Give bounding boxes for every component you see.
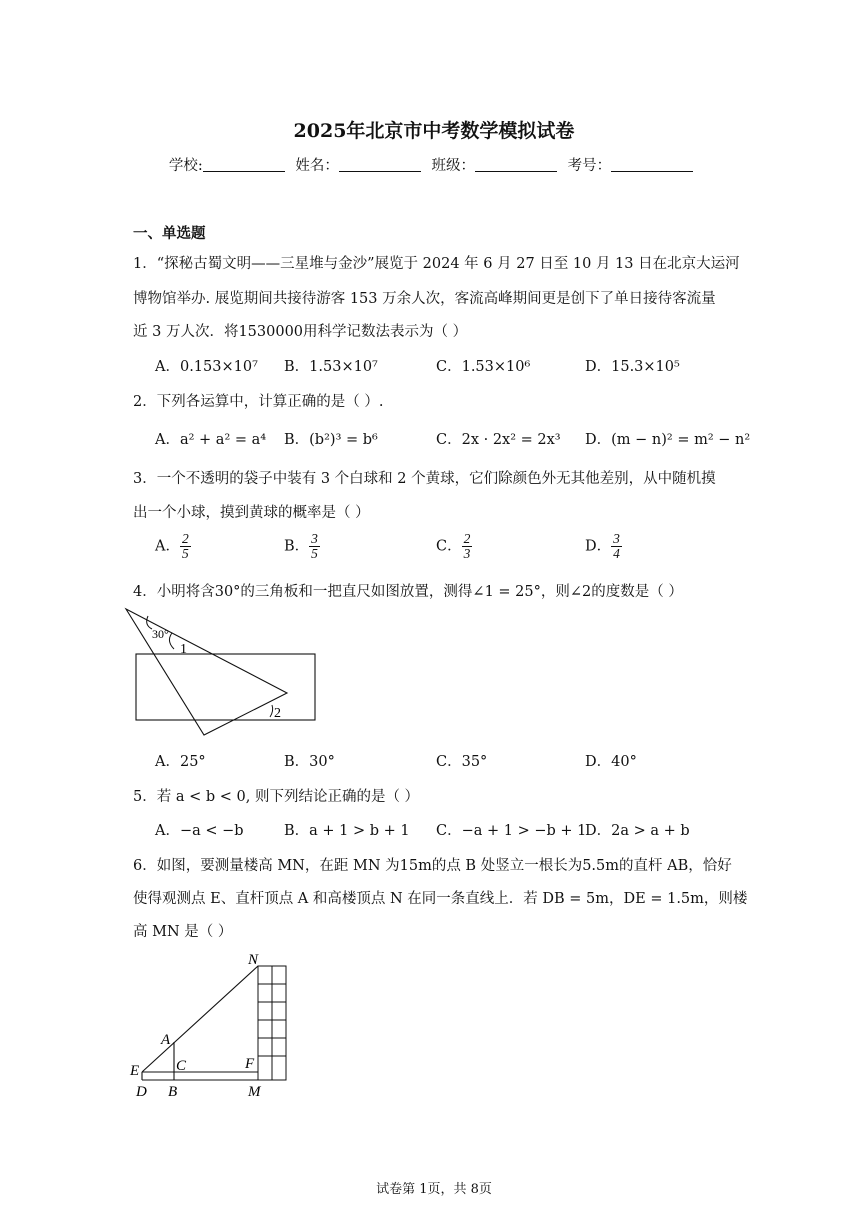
q3-option-a-label: A． bbox=[155, 538, 180, 555]
q3-option-a[interactable] bbox=[155, 532, 191, 561]
q6-line1: 6．如图，要测量楼高 MN，在距 MN 为15m的点 B 处竖立一根长为5.5m的直杆 AB，恰好 bbox=[133, 858, 732, 874]
q4-line1: 4．小明将含30°的三角板和一把直尺如图放置，测得∠1 = 25°，则∠2的度数是（ ） bbox=[133, 584, 683, 600]
label-angle2: 2 bbox=[274, 706, 281, 721]
q3-option-c[interactable] bbox=[436, 532, 472, 561]
sight-line-en bbox=[142, 966, 258, 1072]
q1-line1: 1．“探秘古蜀文明——三星堆与金沙”展览于 2024 年 6 月 27 日至 10 月 13 日在北京大运河 bbox=[133, 256, 740, 272]
section-heading: 一、单选题 bbox=[133, 225, 206, 242]
label-M: M bbox=[248, 1084, 261, 1100]
q2-option-c[interactable]: C．2x · 2x² = 2x³ bbox=[436, 432, 561, 448]
q3-line1: 3．一个不透明的袋子中装有 3 个白球和 2 个黄球，它们除颜色外无其他差别，从中随机摸 bbox=[133, 471, 716, 487]
q2-option-b[interactable]: B．(b²)³ = b⁶ bbox=[284, 432, 378, 448]
q5-option-c[interactable]: C．−a + 1 > −b + 1 bbox=[436, 823, 587, 839]
q1-line2: 博物馆举办. 展览期间共接待游客 153 万余人次，客流高峰期间更是创下了单日接待客流量 bbox=[133, 291, 716, 307]
class-blank[interactable] bbox=[475, 157, 557, 172]
q2-option-d[interactable]: D．(m − n)² = m² − n² bbox=[585, 432, 751, 448]
q6-figure bbox=[128, 948, 293, 1103]
q3-option-b-fraction: $\frac{3}{5}$ bbox=[311, 531, 318, 562]
q3-option-b-label: B． bbox=[284, 538, 310, 555]
label-angle1: 1 bbox=[180, 642, 187, 657]
q4-option-a[interactable]: A．25° bbox=[155, 754, 206, 770]
exam-no-blank[interactable] bbox=[611, 157, 693, 172]
q5-option-d[interactable]: D．2a > a + b bbox=[585, 823, 690, 839]
q3-option-c-label: C． bbox=[436, 538, 462, 555]
q3-option-d-fraction: $\frac{3}{4}$ bbox=[613, 531, 620, 562]
q1-line3: 近 3 万人次．将1530000用科学记数法表示为（ ） bbox=[133, 324, 468, 340]
class-label: 班级： bbox=[431, 158, 475, 174]
q3-option-b[interactable] bbox=[284, 532, 320, 561]
q1-option-c[interactable]: C．1.53×10⁶ bbox=[436, 359, 531, 375]
ruler-rectangle bbox=[136, 654, 315, 720]
name-blank[interactable] bbox=[339, 157, 421, 172]
q3-line2: 出一个小球，摸到黄球的概率是（ ） bbox=[133, 505, 370, 521]
label-B: B bbox=[168, 1084, 178, 1100]
name-label: 姓名： bbox=[295, 158, 339, 174]
q1-option-d[interactable]: D．15.3×10⁵ bbox=[585, 359, 680, 375]
label-D: D bbox=[136, 1084, 147, 1100]
q5-line1: 5．若 a < b < 0, 则下列结论正确的是（ ） bbox=[133, 789, 420, 805]
q5-option-a[interactable]: A．−a < −b bbox=[155, 823, 244, 839]
exam-no-label: 考号： bbox=[567, 158, 612, 174]
q4-option-c[interactable]: C．35° bbox=[436, 754, 488, 770]
q4-option-d[interactable]: D．40° bbox=[585, 754, 637, 770]
q3-option-d-label: D． bbox=[585, 538, 612, 555]
q4-figure bbox=[122, 605, 327, 740]
label-30deg: 30° bbox=[152, 627, 169, 641]
q1-option-a[interactable]: A．0.153×10⁷ bbox=[155, 359, 258, 375]
page-footer: 试卷第 1页，共 8页 bbox=[376, 1182, 492, 1197]
label-E: E bbox=[130, 1063, 140, 1079]
angle2-arc bbox=[270, 705, 273, 717]
q5-option-b[interactable]: B．a + 1 > b + 1 bbox=[284, 823, 410, 839]
q4-option-b[interactable]: B．30° bbox=[284, 754, 335, 770]
school-blank[interactable] bbox=[203, 157, 285, 172]
q2-line1: 2．下列各运算中，计算正确的是（ ）. bbox=[133, 394, 384, 410]
q3-option-c-fraction: $\frac{2}{3}$ bbox=[463, 531, 471, 562]
school-label: 学校: bbox=[168, 158, 203, 174]
q2-option-a[interactable]: A．a² + a² = a⁴ bbox=[155, 432, 267, 448]
q3-option-d[interactable] bbox=[585, 532, 622, 561]
q3-option-a-fraction: $\frac{2}{5}$ bbox=[181, 531, 189, 562]
q6-line3: 高 MN 是（ ） bbox=[133, 924, 233, 940]
q6-line2: 使得观测点 E、直杆顶点 A 和高楼顶点 N 在同一条直线上．若 DB = 5m，DE = 1.5m，则楼 bbox=[133, 891, 748, 907]
label-F: F bbox=[245, 1056, 255, 1072]
label-A: A bbox=[161, 1032, 171, 1048]
angle1-arc bbox=[169, 633, 174, 649]
page-title: 2025年北京市中考数学模拟试卷 bbox=[293, 120, 575, 142]
label-N: N bbox=[248, 952, 259, 968]
label-C: C bbox=[176, 1058, 187, 1074]
student-info-line bbox=[0, 154, 868, 175]
q1-option-b[interactable]: B．1.53×10⁷ bbox=[284, 359, 378, 375]
